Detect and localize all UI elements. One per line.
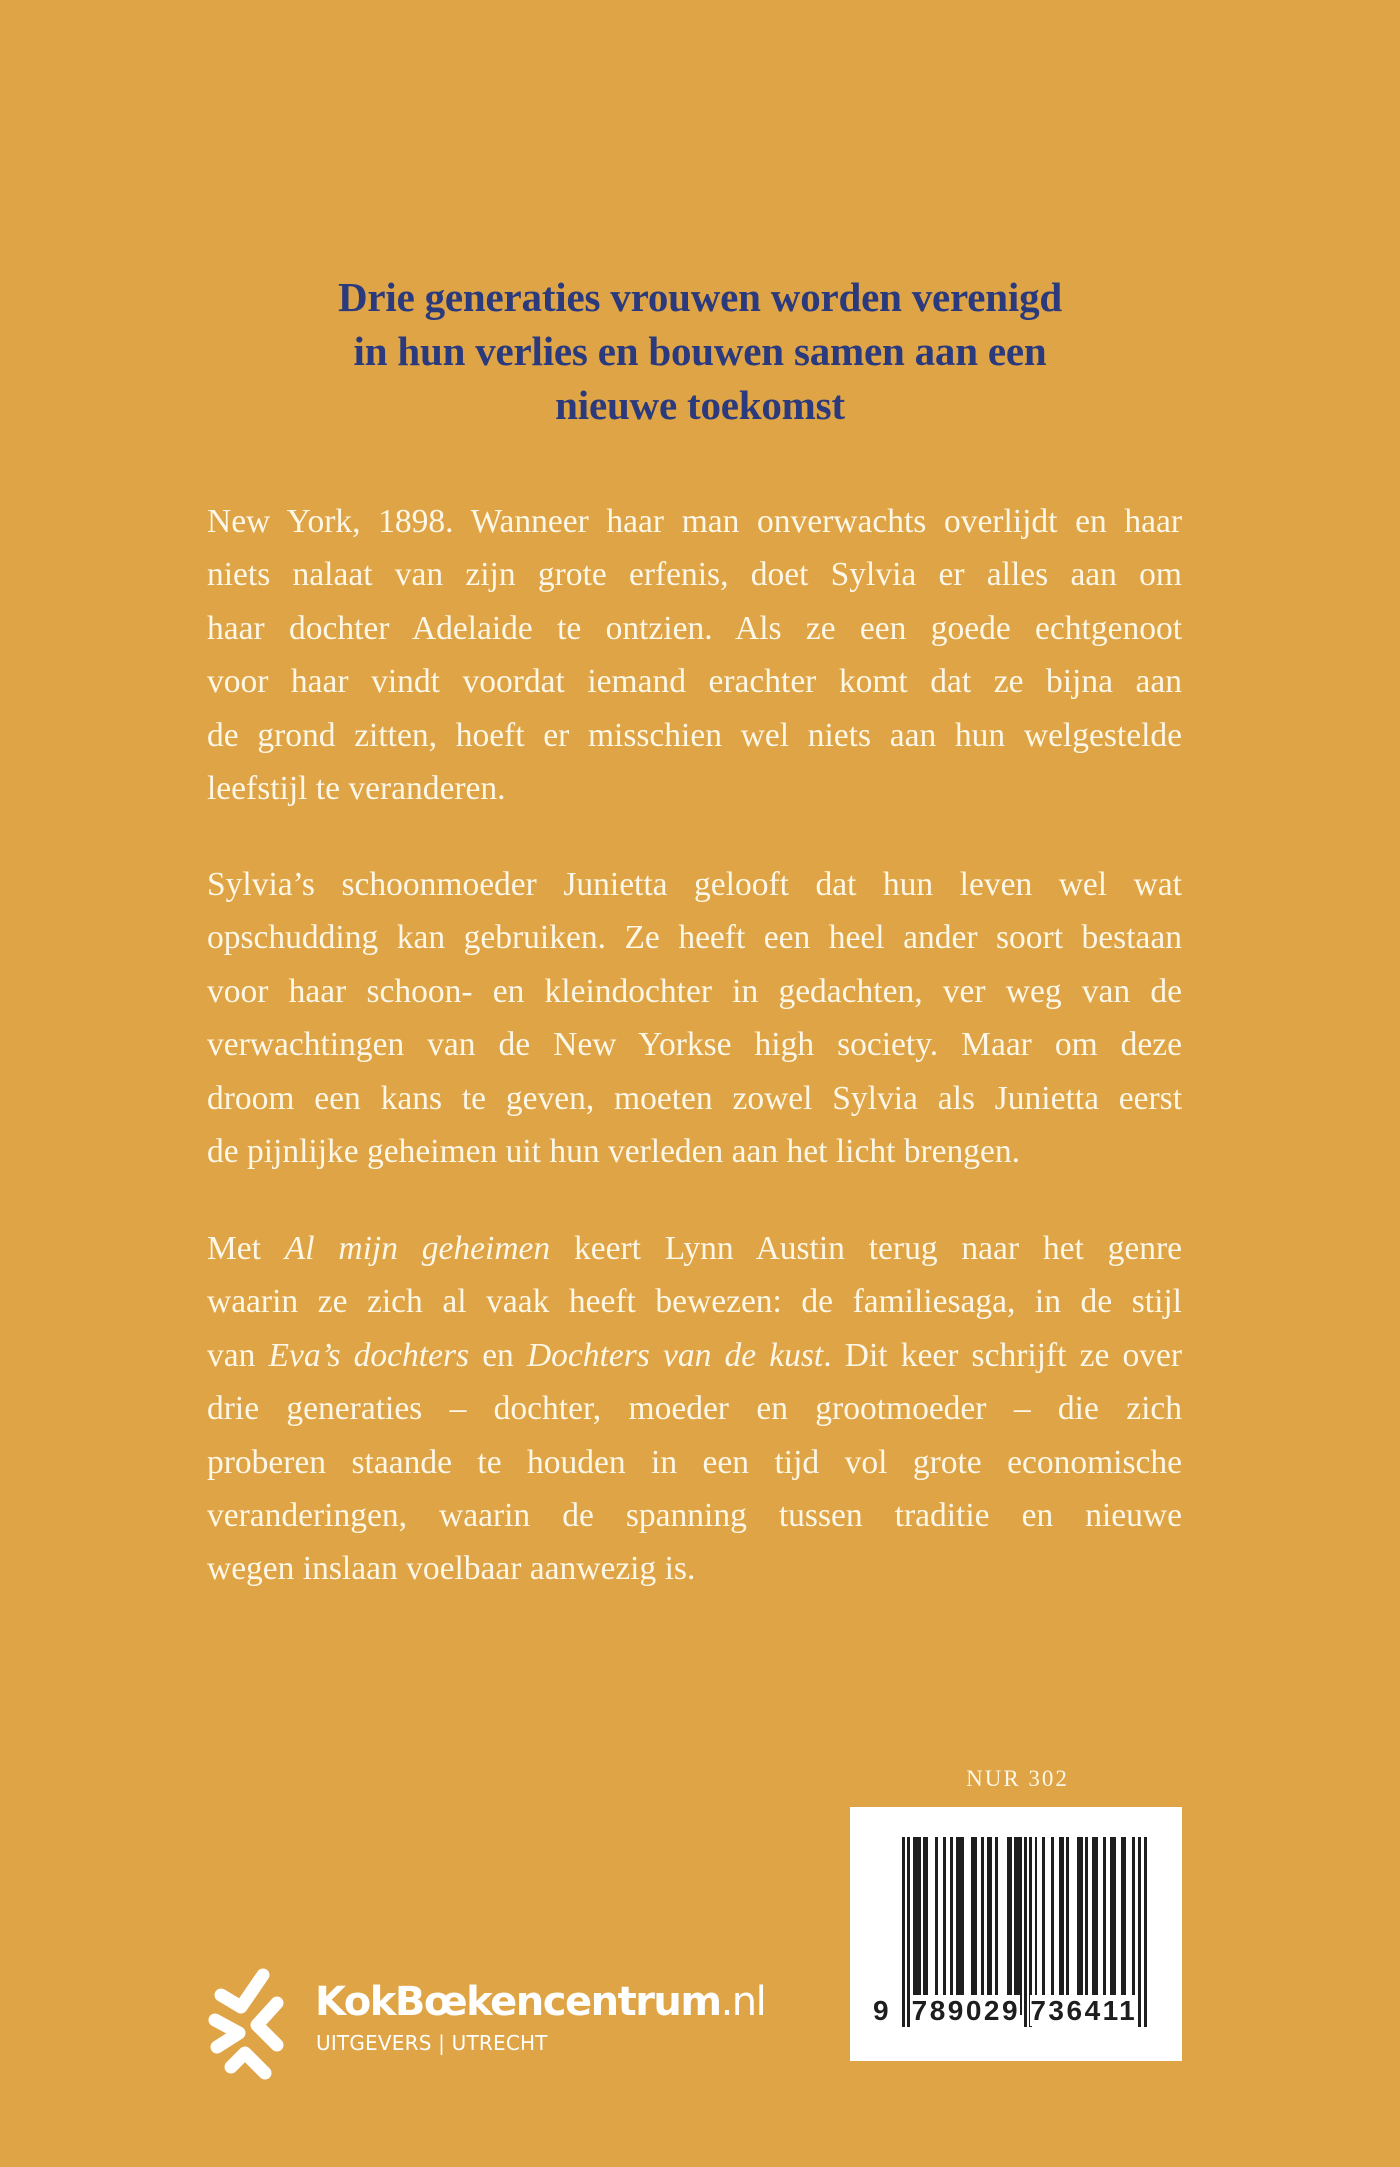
text-line: haar dochter Adelaide te ontzien. Als ze een goede echtgenoot (207, 609, 1182, 647)
blurb-paragraph-2 (207, 858, 1182, 1178)
publisher-subtitle: UITGEVERS | UTRECHT (316, 2031, 548, 2055)
tagline (200, 270, 1200, 432)
text-line: de pijnlijke geheimen uit hun verleden aan het licht brengen. (207, 1132, 1021, 1170)
book-title-evas-dochters: Eva’s dochters (268, 1336, 470, 1374)
publisher-name (315, 1980, 765, 2024)
publisher-name-tld: .nl (720, 1979, 766, 2025)
tagline-line: in hun verlies en bouwen samen aan een (353, 328, 1047, 374)
text-line: de grond zitten, hoeft er misschien wel niets aan hun welgestelde (207, 716, 1182, 754)
book-title-al-mijn-geheimen: Al mijn geheimen (284, 1230, 551, 1267)
text-segment: en (469, 1336, 527, 1374)
text-segment: Met (207, 1230, 285, 1267)
text-line: veranderingen, waarin de spanning tussen traditie en nieuwe (207, 1496, 1182, 1534)
text-line: Sylvia’s schoonmoeder Junietta gelooft dat hun leven wel wat (207, 866, 1182, 903)
isbn-digits-right: 736411 (1030, 1995, 1138, 2026)
isbn-number (873, 1995, 1137, 2027)
text-line: waarin ze zich al vaak heeft bewezen: de familiesaga, in de stijl (207, 1283, 1182, 1321)
text-line: opschudding kan gebruiken. Ze heeft een heel ander soort bestaan (207, 919, 1182, 957)
text-line: wegen inslaan voelbaar aanwezig is. (207, 1550, 696, 1588)
text-line: verwachtingen van de New Yorkse high society. Maar om deze (207, 1026, 1182, 1064)
text-line: voor haar vindt voordat iemand erachter komt dat ze bijna aan (207, 663, 1182, 701)
tagline-line: Drie generaties vrouwen worden verenigd (337, 274, 1062, 320)
tagline-line: nieuwe toekomst (555, 382, 845, 428)
text-line: leefstijl te veranderen. (207, 769, 506, 807)
text-line: voor haar schoon- en kleindochter in gedachten, ver weg van de (207, 972, 1182, 1010)
text-line: New York, 1898. Wanneer haar man onverwachts overlijdt en haar (207, 503, 1182, 540)
isbn-digit-first: 9 (873, 1995, 892, 2026)
text-line: drie generaties – dochter, moeder en grootmoeder – die zich (207, 1390, 1182, 1428)
book-title-dochters-van-de-kust: Dochters van de kust (526, 1336, 824, 1374)
text-segment: . Dit keer schrijft ze over (823, 1336, 1183, 1374)
isbn-digits-left: 789029 (911, 1995, 1021, 2026)
text-line (207, 1329, 1182, 1382)
nur-code: NUR 302 (966, 1766, 1069, 1791)
text-segment: keert Lynn Austin terug naar het genre (550, 1230, 1183, 1267)
text-line: proberen staande te houden in een tijd vol grote economische (207, 1443, 1182, 1481)
kok-boekencentrum-logo-icon (205, 1965, 295, 2080)
text-segment: van (207, 1336, 269, 1374)
isbn-barcode (850, 1807, 1182, 2061)
text-line (207, 1222, 1182, 1275)
text-line: niets nalaat van zijn grote erfenis, doet Sylvia er alles aan om (207, 556, 1182, 594)
text-line: droom een kans te geven, moeten zowel Sylvia als Junietta eerst (207, 1079, 1182, 1117)
blurb-paragraph-3 (207, 1222, 1182, 1596)
blurb-paragraph-1 (207, 495, 1182, 815)
publisher-name-main: KokBœkencentrum (315, 1979, 721, 2025)
